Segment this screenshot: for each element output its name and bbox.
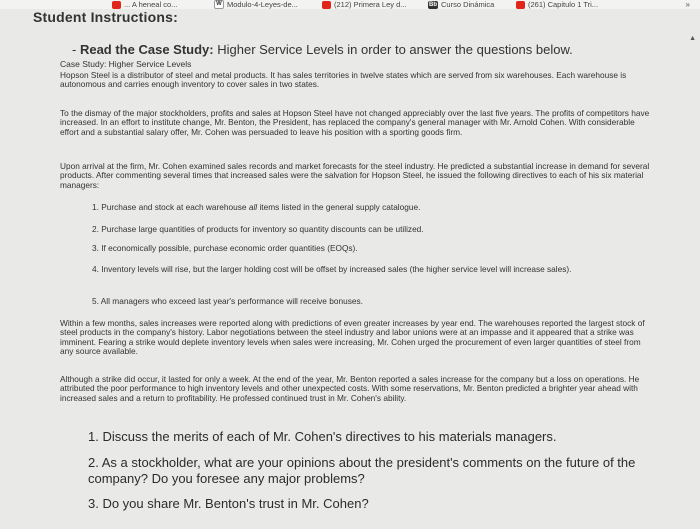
paragraph-3: Upon arrival at the firm, Mr. Cohen examined sales records and market forecasts for the steel industry. He predicted a substantial increase in demand for several products. After commenting several times that increased sales were the salvation for Hopson Steel, he issued the following directives to each of his six material managers: (60, 161, 650, 190)
directive-5: 5. All managers who exceed last year's performance will receive bonuses. (92, 296, 363, 306)
word-icon: W (214, 0, 224, 9)
bookmark-4[interactable] (428, 0, 494, 9)
paragraph-5: Although a strike did occur, it lasted for only a week. At the end of the year, Mr. Benton reported a sales increase for the company but a loss on operations. He attributed the poor performance to high inventory levels and other unexpected costs. With some reservations, Mr. Benton predicted a brighter year ahead with increased sales and a return to profitability. He professed continued trust in Mr. Cohen's ability. (60, 374, 640, 403)
heading-prefix: - (72, 42, 80, 57)
heading-bold: Read the Case Study: (79, 42, 214, 57)
page-title: Student Instructions: (33, 9, 178, 25)
blackboard-icon: Bb (429, 1, 437, 8)
bookmark-1[interactable] (112, 0, 177, 9)
paragraph-1: Hopson Steel is a distributor of steel and metal products. It has sales territories in twelve states which are served from six warehouses. Each warehouse is autonomous and carries enough inventory to cover sales in two states. (60, 70, 627, 90)
youtube-icon (112, 1, 121, 9)
directive-2: 2. Purchase large quantities of products for inventory so quantity discounts can be utilized. (92, 224, 424, 234)
bookmarks-more-button[interactable]: » (685, 0, 690, 9)
case-title: Case Study: Higher Service Levels (60, 59, 192, 69)
youtube-icon (516, 1, 525, 9)
heading-rest: Higher Service Levels in order to answer the questions below. (213, 42, 573, 57)
section-heading (72, 42, 573, 57)
directive-text: items listed in the general supply catalogue. (257, 202, 421, 212)
question-2: 2. As a stockholder, what are your opinions about the president's comments on the future of the company? Do you foresee any major problems? (88, 455, 636, 486)
scroll-up-icon[interactable]: ▲ (689, 35, 696, 42)
directive-1 (92, 203, 632, 212)
question-1: 1. Discuss the merits of each of Mr. Cohen's directives to his materials managers. (88, 429, 557, 444)
bookmarks-bar (0, 0, 700, 9)
bookmark-3[interactable] (322, 0, 407, 9)
bookmark-label: ... A heneal co... (124, 0, 178, 9)
directive-emphasis: all (248, 202, 258, 212)
bookmark-label: Curso Dinámica (441, 0, 495, 9)
directive-4: 4. Inventory levels will rise, but the larger holding cost will be offset by increased sales (the higher service level will increase sales). (92, 264, 572, 274)
youtube-icon (322, 1, 331, 9)
directive-text: 1. Purchase and stock at each warehouse (92, 202, 249, 212)
paragraph-2: To the dismay of the major stockholders, profits and sales at Hopson Steel have not changed appreciably over the last five years. The profits of competitors have increased. In an effort to institute change, Mr. Benton, the President, has replaced the company's general manager with Mr. Arnold Cohen. With considerable effort and a substantial salary offer, Mr. Cohen was persuaded to leave his position with a sporting goods firm. (60, 108, 650, 137)
directive-3: 3. If economically possible, purchase economic order quantities (EOQs). (92, 243, 358, 253)
question-3: 3. Do you share Mr. Benton's trust in Mr. Cohen? (88, 496, 369, 511)
document-page (0, 9, 700, 529)
paragraph-4: Within a few months, sales increases were reported along with predictions of even greater increases by year end. The warehouses reported the largest stock of steel products in the company's history. Labor negotiations between the steel industry and labor unions were at an impasse and it appeared that a strike was imminent. Fearing a strike would deplete inventory levels when sales were increasing, Mr. Cohen urged the procurement of even larger quantities of steel from any source available. (60, 318, 645, 356)
bookmark-label: (261) Capitulo 1 Tri... (528, 0, 599, 9)
bookmark-label: Modulo-4-Leyes-de... (227, 0, 298, 9)
bookmark-label: (212) Primera Ley d... (334, 0, 407, 9)
bookmark-2[interactable] (214, 0, 298, 9)
bookmark-5[interactable] (516, 0, 598, 9)
